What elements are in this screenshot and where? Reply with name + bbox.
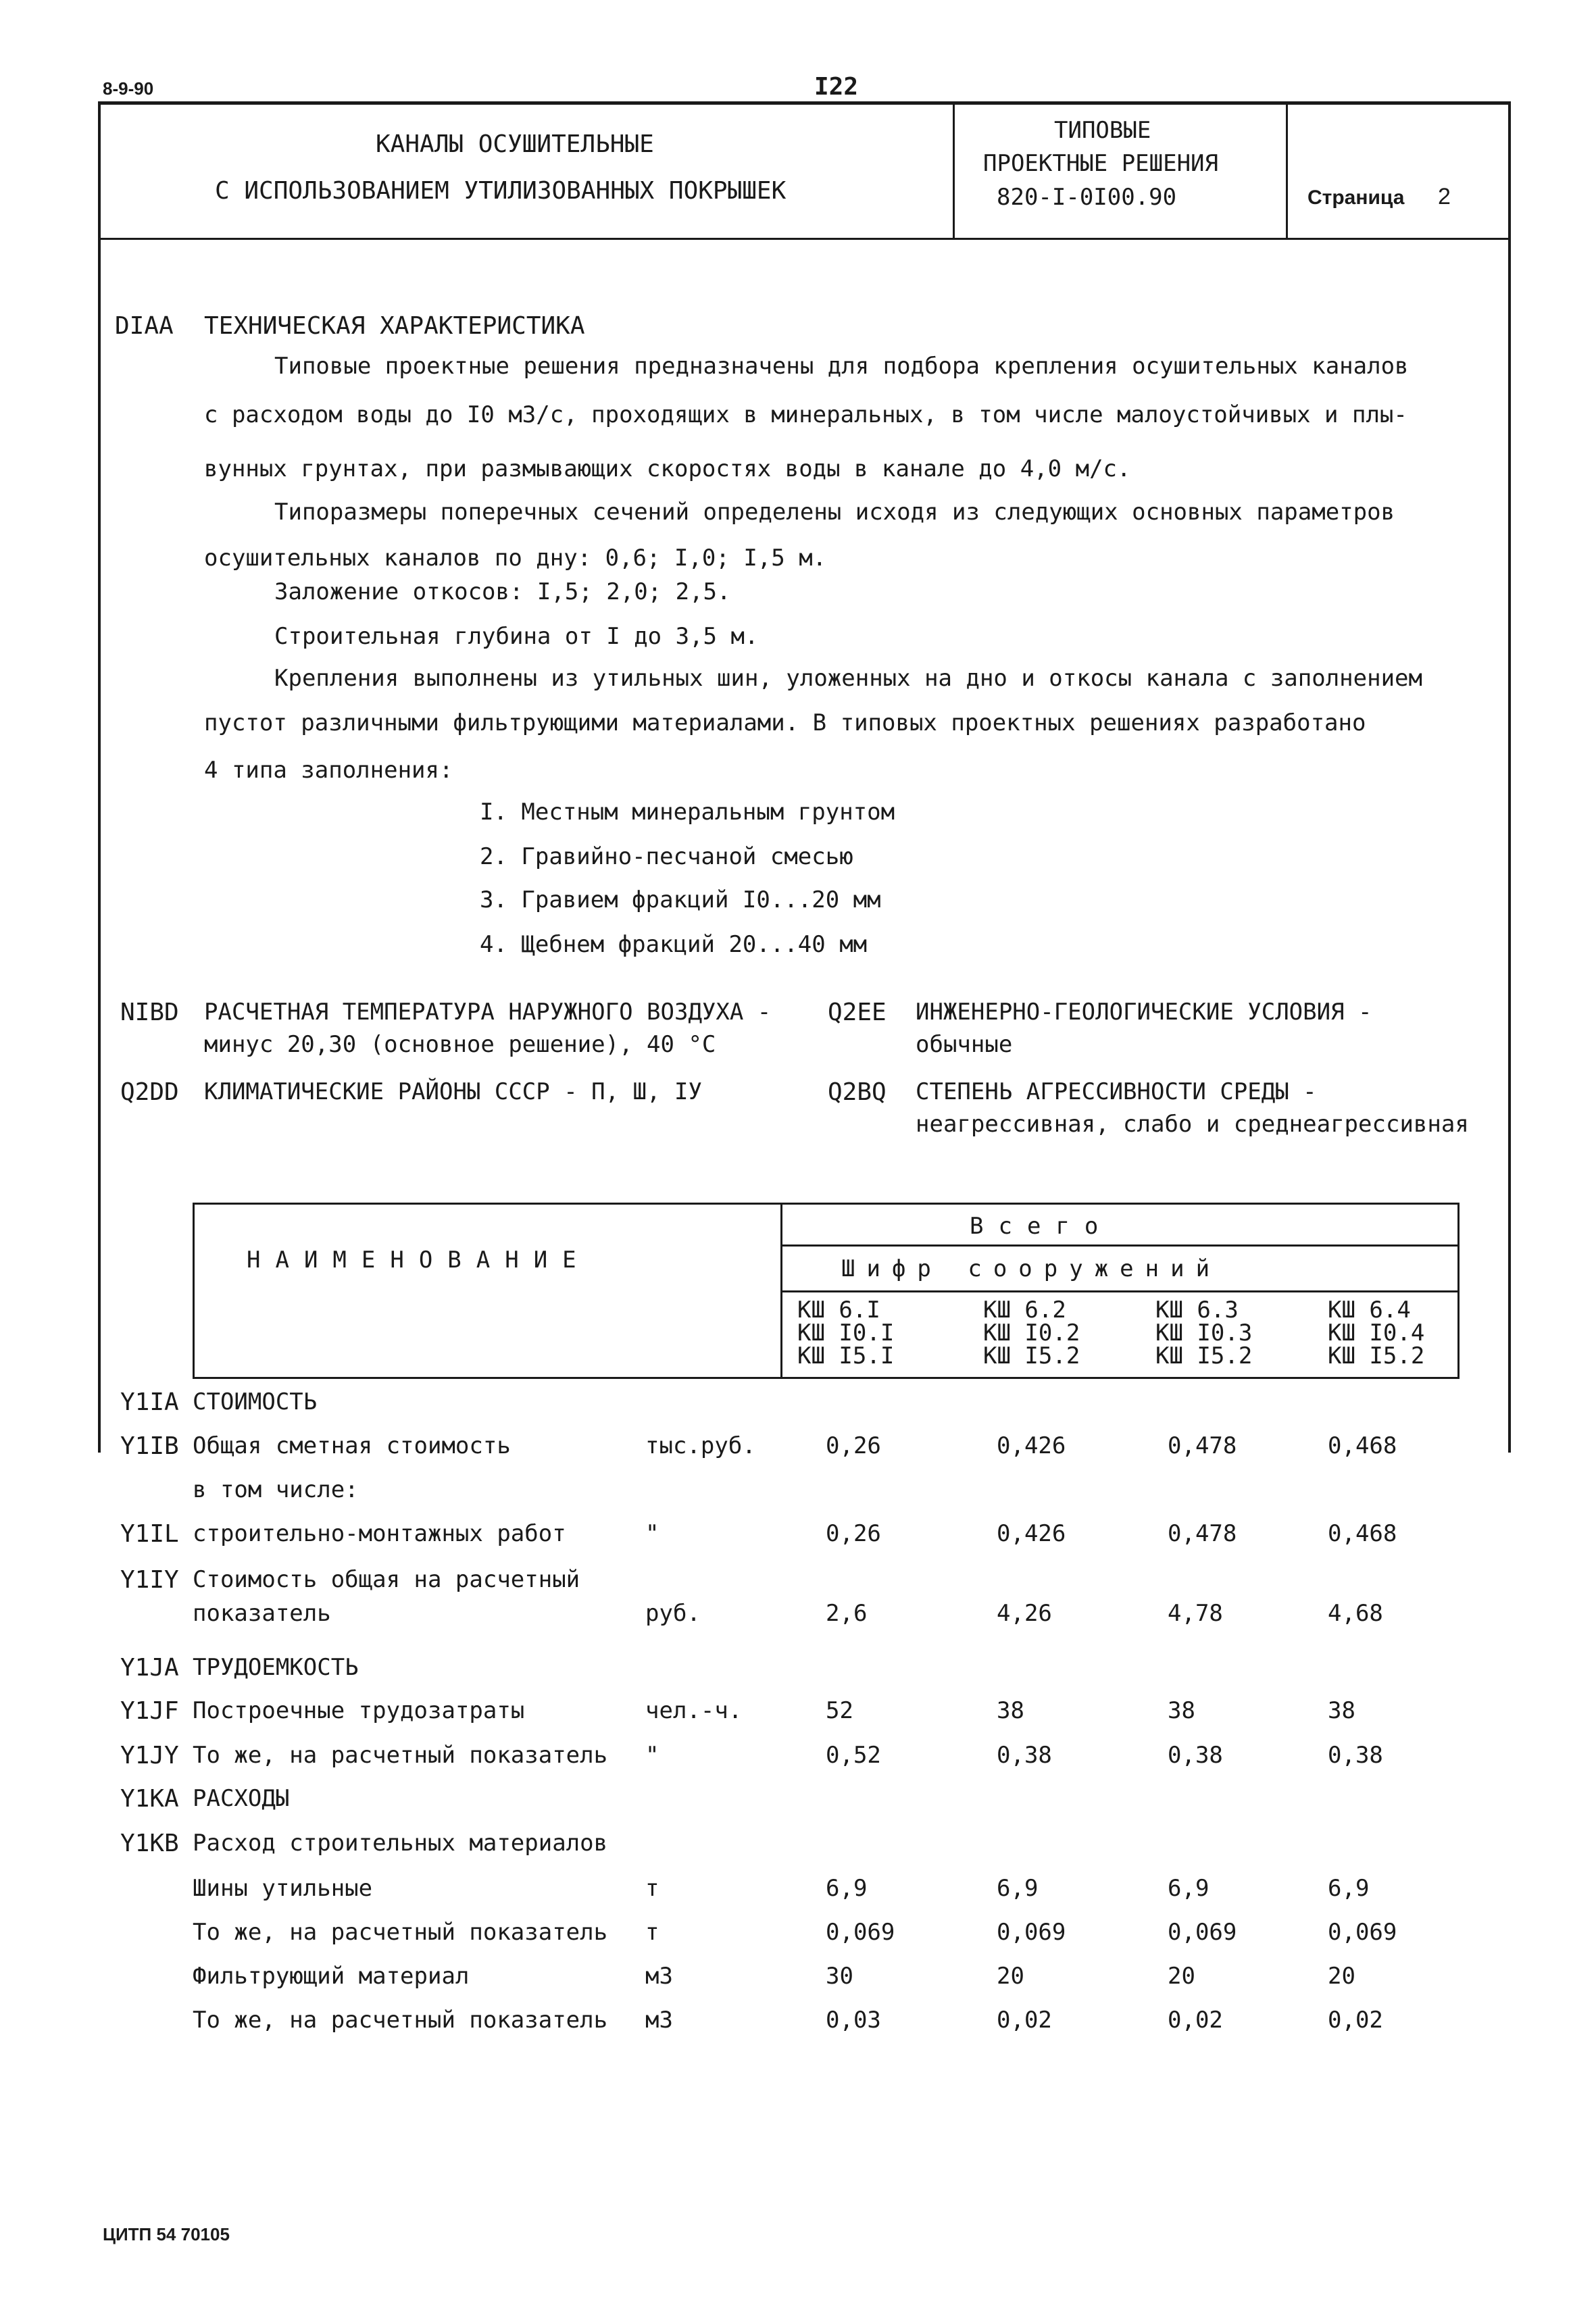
row-name: Построечные трудозатраты <box>193 1697 525 1724</box>
row-value: 6,9 <box>826 1875 868 1902</box>
row-value: 38 <box>997 1697 1024 1724</box>
row-value: 0,478 <box>1168 1432 1237 1459</box>
tech-line: Типовые проектные решения предназначены для подбора крепления осушительных каналов <box>274 353 1409 380</box>
tech-code: DIAA <box>115 312 174 340</box>
structure-code: КШ I5.2 <box>1155 1342 1253 1369</box>
row-value: 0,069 <box>826 1919 895 1946</box>
temp-line2: минус 20,30 (основное решение), 40 °С <box>204 1031 716 1058</box>
table-total-header: Всего <box>970 1213 1114 1240</box>
row-value: 38 <box>1168 1697 1195 1724</box>
tech-line: осушительных каналов по дну: 0,6; I,0; I,5 м. <box>204 545 827 572</box>
row-value: 0,26 <box>826 1432 881 1459</box>
document-date: 8-9-90 <box>103 78 154 99</box>
structure-code: КШ I5.I <box>797 1342 895 1369</box>
structure-code: КШ I0.2 <box>983 1319 1080 1347</box>
row-unit: " <box>645 1742 659 1769</box>
row-value: 4,26 <box>997 1600 1052 1627</box>
tech-line: с расходом воды до I0 м3/с, проходящих в минеральных, в том числе малоустойчивых и плы- <box>204 401 1407 428</box>
series-code: 820-I-0I00.90 <box>997 184 1177 211</box>
row-value: 0,26 <box>826 1520 881 1547</box>
tech-line: Заложение откосов: I,5; 2,0; 2,5. <box>274 578 731 605</box>
temp-line1: РАСЧЕТНАЯ ТЕМПЕРАТУРА НАРУЖНОГО ВОЗДУХА - <box>204 999 772 1026</box>
row-unit: м3 <box>645 1963 673 1990</box>
row-code: Y1IY <box>120 1566 179 1594</box>
row-unit: т <box>645 1875 659 1902</box>
row-code: Y1KA <box>120 1785 179 1813</box>
row-value: 20 <box>1328 1963 1355 1990</box>
series-title-line2: ПРОЕКТНЫЕ РЕШЕНИЯ <box>983 150 1218 177</box>
row-unit: " <box>645 1520 659 1547</box>
row-code: Y1IA <box>120 1388 179 1416</box>
row-value: 0,52 <box>826 1742 881 1769</box>
row-code: Y1IL <box>120 1520 179 1548</box>
row-value: 0,478 <box>1168 1520 1237 1547</box>
row-value: 0,069 <box>1328 1919 1397 1946</box>
row-code: Y1IB <box>120 1432 179 1460</box>
row-code: Y1KB <box>120 1830 179 1857</box>
row-value: 0,069 <box>1168 1919 1237 1946</box>
row-code: Y1JA <box>120 1654 179 1682</box>
row-name: Фильтрующий материал <box>193 1963 470 1990</box>
row-value: 0,468 <box>1328 1432 1397 1459</box>
tech-line: 4 типа заполнения: <box>204 757 453 784</box>
structure-code: КШ 6.4 <box>1328 1297 1411 1324</box>
row-name: Шины утильные <box>193 1875 373 1902</box>
row-value: 0,38 <box>1168 1742 1223 1769</box>
row-value: 52 <box>826 1697 853 1724</box>
row-value: 6,9 <box>1168 1875 1210 1902</box>
doc-title-line1: КАНАЛЫ ОСУШИТЕЛЬНЫЕ <box>376 130 654 158</box>
row-value: 0,38 <box>997 1742 1052 1769</box>
structure-code: КШ 6.2 <box>983 1297 1066 1324</box>
structure-code: КШ I5.2 <box>1328 1342 1425 1369</box>
row-value: 0,02 <box>997 2007 1052 2034</box>
structure-code: КШ I0.4 <box>1328 1319 1425 1347</box>
table-name-header: НАИМЕНОВАНИЕ <box>247 1247 591 1274</box>
page-number: I22 <box>814 73 859 101</box>
tech-line: пустот различными фильтрующими материалами. В типовых проектных решениях разработано <box>204 709 1366 736</box>
row-value: 0,03 <box>826 2007 881 2034</box>
structure-code: КШ I5.2 <box>983 1342 1080 1369</box>
row-value: 0,468 <box>1328 1520 1397 1547</box>
series-title-line1: ТИПОВЫЕ <box>1054 117 1151 144</box>
row-value: 6,9 <box>1328 1875 1370 1902</box>
tech-line: Строительная глубина от I до 3,5 м. <box>274 623 759 650</box>
row-name: Расход строительных материалов <box>193 1830 608 1857</box>
filling-item: I. Местным минеральным грунтом <box>480 799 895 826</box>
climate-code: Q2DD <box>120 1078 179 1106</box>
row-value: 38 <box>1328 1697 1355 1724</box>
aggr-line1: СТЕПЕНЬ АГРЕССИВНОСТИ СРЕДЫ - <box>916 1078 1317 1105</box>
geo-code: Q2EE <box>828 999 887 1026</box>
page-label: Страница <box>1307 186 1405 209</box>
row-code: Y1JF <box>120 1697 179 1725</box>
structure-code: КШ I0.3 <box>1155 1319 1253 1347</box>
aggr-code: Q2BQ <box>828 1078 887 1106</box>
row-value: 0,426 <box>997 1520 1066 1547</box>
row-name: в том числе: <box>193 1476 359 1503</box>
row-name: РАСХОДЫ <box>193 1785 290 1812</box>
row-value: 30 <box>826 1963 853 1990</box>
row-value: 2,6 <box>826 1600 868 1627</box>
row-name: строительно-монтажных работ <box>193 1520 566 1547</box>
aggr-line2: неагрессивная, слабо и среднеагрессивная <box>916 1111 1469 1138</box>
row-value: 4,78 <box>1168 1600 1223 1627</box>
row-value: 0,069 <box>997 1919 1066 1946</box>
doc-title-line2: С ИСПОЛЬЗОВАНИЕМ УТИЛИЗОВАННЫХ ПОКРЫШЕК <box>215 177 787 205</box>
filling-item: 3. Гравием фракций I0...20 мм <box>480 886 881 913</box>
row-unit: тыс.руб. <box>645 1432 756 1459</box>
filling-item: 2. Гравийно-песчаной смесью <box>480 843 853 870</box>
row-name: показатель <box>193 1600 331 1627</box>
row-unit: руб. <box>645 1600 701 1627</box>
climate-text: КЛИМАТИЧЕСКИЕ РАЙОНЫ СССР - П, Ш, IУ <box>204 1078 702 1105</box>
row-unit: т <box>645 1919 659 1946</box>
page-value: 2 <box>1438 184 1451 209</box>
row-name: То же, на расчетный показатель <box>193 1919 608 1946</box>
row-unit: чел.-ч. <box>645 1697 743 1724</box>
structure-code: КШ 6.I <box>797 1297 880 1324</box>
structure-code: КШ 6.3 <box>1155 1297 1239 1324</box>
row-unit: м3 <box>645 2007 673 2034</box>
row-value: 0,02 <box>1328 2007 1383 2034</box>
row-value: 20 <box>997 1963 1024 1990</box>
geo-line1: ИНЖЕНЕРНО-ГЕОЛОГИЧЕСКИЕ УСЛОВИЯ - <box>916 999 1372 1026</box>
geo-line2: обычные <box>916 1031 1013 1058</box>
footer-stamp: ЦИТП 54 70105 <box>103 2224 230 2244</box>
row-name: СТОИМОСТЬ <box>193 1388 318 1415</box>
row-name: Стоимость общая на расчетный <box>193 1566 580 1593</box>
temp-code: NIBD <box>120 999 179 1026</box>
filling-item: 4. Щебнем фракций 20...40 мм <box>480 931 868 958</box>
tech-line: Крепления выполнены из утильных шин, уложенных на дно и откосы канала с заполнением <box>274 665 1422 692</box>
row-code: Y1JY <box>120 1742 179 1769</box>
row-value: 0,38 <box>1328 1742 1383 1769</box>
row-value: 6,9 <box>997 1875 1039 1902</box>
row-name: То же, на расчетный показатель <box>193 2007 608 2034</box>
row-value: 4,68 <box>1328 1600 1383 1627</box>
row-name: То же, на расчетный показатель <box>193 1742 608 1769</box>
row-name: Общая сметная стоимость <box>193 1432 511 1459</box>
row-name: ТРУДОЕМКОСТЬ <box>193 1654 359 1681</box>
tech-line: Типоразмеры поперечных сечений определены исходя из следующих основных параметров <box>274 499 1395 526</box>
tech-line: вунных грунтах, при размывающих скоростях воды в канале до 4,0 м/с. <box>204 455 1131 482</box>
table-cipher-header: Шифр сооружений <box>841 1255 1222 1282</box>
row-value: 0,426 <box>997 1432 1066 1459</box>
tech-heading: ТЕХНИЧЕСКАЯ ХАРАКТЕРИСТИКА <box>204 312 585 340</box>
row-value: 0,02 <box>1168 2007 1223 2034</box>
row-value: 20 <box>1168 1963 1195 1990</box>
structure-code: КШ I0.I <box>797 1319 895 1347</box>
